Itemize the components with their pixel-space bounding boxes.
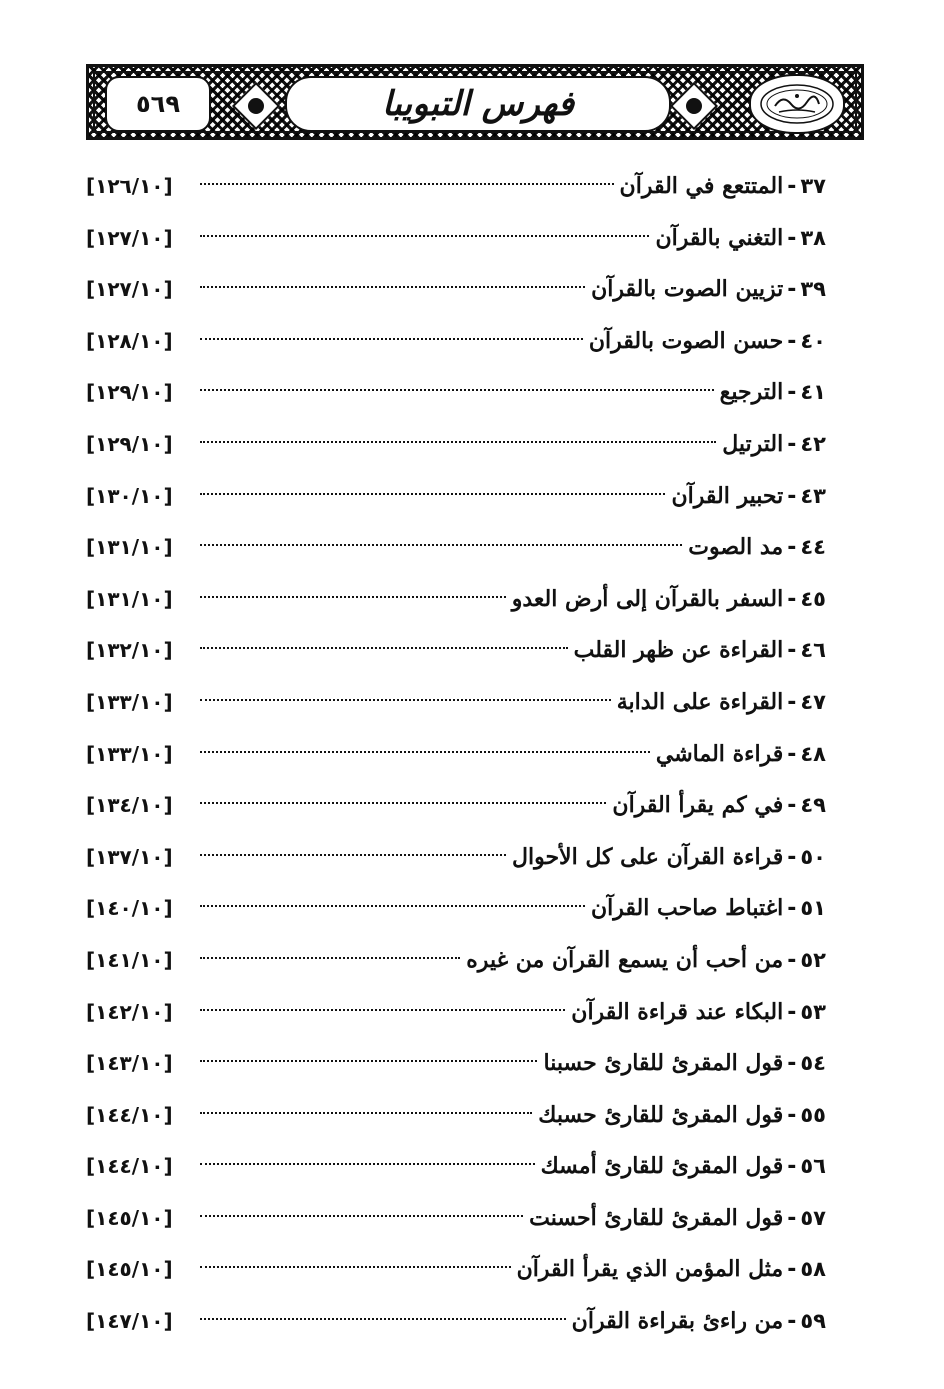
- entry-separator: -: [787, 1102, 797, 1128]
- index-entry: [86, 1299, 826, 1351]
- entry-title: قول المقرئ للقارئ حسبك: [538, 1101, 784, 1128]
- entry-number: ٤٠: [800, 328, 826, 353]
- entry-number: ٥٢: [800, 947, 826, 972]
- dot-leader: [200, 905, 585, 907]
- entry-reference: [١٤٠/١٠]: [86, 896, 173, 921]
- dot-leader: [200, 441, 716, 443]
- entry-number: ٥١: [800, 896, 826, 921]
- entry-number: ٥٠: [800, 844, 826, 869]
- index-entry: [86, 474, 826, 526]
- dot-leader: [200, 544, 682, 546]
- entry-number: ٥٦: [800, 1154, 826, 1179]
- entry-title: القراءة عن ظهر القلب: [573, 637, 784, 664]
- entry-reference: [١٣٧/١٠]: [86, 844, 173, 869]
- entry-reference: [١٣٣/١٠]: [86, 741, 173, 766]
- entry-number: ٥٨: [800, 1257, 826, 1282]
- entry-separator: -: [787, 586, 797, 612]
- entry-number: ٥٥: [800, 1102, 826, 1127]
- entry-separator: -: [787, 431, 797, 457]
- dot-leader: [200, 1318, 566, 1320]
- dot-leader: [200, 286, 585, 288]
- index-entry: [86, 577, 826, 629]
- entry-separator: -: [787, 1051, 797, 1077]
- entry-reference: [١٤٢/١٠]: [86, 999, 173, 1024]
- page-number-frame: [105, 76, 211, 132]
- entry-separator: -: [787, 844, 797, 870]
- entry-title: قول المقرئ للقارئ حسبنا: [543, 1050, 784, 1077]
- entry-separator: -: [787, 174, 797, 199]
- dot-leader: [200, 183, 614, 185]
- index-entry: [86, 835, 826, 887]
- entry-number: ٤٧: [800, 689, 826, 714]
- entry-number: ٥٤: [800, 1051, 826, 1076]
- dot-leader: [200, 235, 649, 237]
- entry-separator: -: [787, 896, 797, 922]
- dot-leader: [200, 493, 665, 495]
- entry-title: الترتيل: [722, 430, 784, 457]
- entry-reference: [١٤٥/١٠]: [86, 1205, 173, 1230]
- entry-title: من أحب أن يسمع القرآن من غيره: [466, 946, 784, 973]
- entry-number: ٤٣: [800, 483, 826, 508]
- index-entry: [86, 1041, 826, 1093]
- entry-reference: [١٤١/١٠]: [86, 947, 173, 972]
- index-list: [86, 164, 826, 1351]
- entry-title: البكاء عند قراءة القرآن: [571, 998, 784, 1025]
- entry-reference: [١٤٧/١٠]: [86, 1309, 173, 1334]
- entry-number: ٤٢: [800, 431, 826, 456]
- entry-number: ٤٦: [800, 638, 826, 663]
- dot-leader: [200, 1112, 532, 1114]
- entry-number: ٥٧: [800, 1205, 826, 1230]
- entry-separator: -: [787, 1154, 797, 1180]
- entry-separator: -: [787, 689, 797, 715]
- index-entry: [86, 628, 826, 680]
- entry-separator: -: [787, 793, 797, 819]
- page-header: [86, 64, 864, 140]
- entry-title: قول المقرئ للقارئ أحسنت: [529, 1204, 784, 1231]
- entry-reference: [١٤٤/١٠]: [86, 1154, 173, 1179]
- entry-title: قول المقرئ للقارئ أمسك: [540, 1153, 784, 1180]
- dot-leader: [200, 1215, 523, 1217]
- entry-reference: [١٢٧/١٠]: [86, 277, 173, 302]
- entry-separator: -: [787, 638, 797, 664]
- entry-number: ٣٩: [800, 277, 826, 302]
- entry-reference: [١٤٥/١٠]: [86, 1257, 173, 1282]
- index-entry: [86, 525, 826, 577]
- dot-leader: [200, 699, 611, 701]
- dot-leader: [200, 802, 606, 804]
- entry-title: القراءة على الدابة: [616, 688, 784, 715]
- entry-reference: [١٢٨/١٠]: [86, 328, 173, 353]
- entry-number: ٥٣: [800, 999, 826, 1024]
- entry-title: اغتباط صاحب القرآن: [591, 895, 784, 922]
- entry-reference: [١٣٣/١٠]: [86, 689, 173, 714]
- index-entry: [86, 938, 826, 990]
- dot-leader: [200, 1163, 535, 1165]
- entry-title: الترجيع: [719, 379, 784, 406]
- index-entry: [86, 783, 826, 835]
- dot-leader: [200, 1060, 537, 1062]
- entry-title: تزيين الصوت بالقرآن: [591, 276, 784, 303]
- entry-separator: -: [787, 947, 797, 973]
- entry-reference: [١٢٩/١٠]: [86, 380, 173, 405]
- index-entry: [86, 990, 826, 1042]
- book-logo-ornament: [757, 82, 837, 126]
- index-entry: [86, 164, 826, 216]
- entry-title: التغني بالقرآن: [655, 224, 784, 251]
- index-entry: [86, 370, 826, 422]
- dot-leader: [200, 647, 568, 649]
- entry-number: ٤٥: [800, 586, 826, 611]
- index-entry: [86, 732, 826, 784]
- index-entry: [86, 216, 826, 268]
- dot-leader: [200, 338, 583, 340]
- entry-number: ٤١: [800, 380, 826, 405]
- page-title: فهرس التبويبا: [382, 84, 574, 124]
- entry-title: من راءئ بقراءة القرآن: [571, 1308, 784, 1335]
- dot-leader: [200, 596, 506, 598]
- entry-reference: [١٤٣/١٠]: [86, 1051, 173, 1076]
- entry-number: ٣٧: [800, 174, 826, 198]
- entry-title: تحبير القرآن: [671, 482, 784, 509]
- index-entry: [86, 1144, 826, 1196]
- header-title-frame: [285, 76, 671, 132]
- entry-separator: -: [787, 741, 797, 767]
- entry-title: في كم يقرأ القرآن: [612, 792, 784, 819]
- entry-reference: [١٣٢/١٠]: [86, 638, 173, 663]
- entry-number: ٤٨: [800, 741, 826, 766]
- dot-leader: [200, 389, 714, 391]
- index-entry: [86, 1196, 826, 1248]
- entry-number: ٤٤: [800, 535, 826, 560]
- entry-reference: [١٣٠/١٠]: [86, 483, 173, 508]
- entry-title: حسن الصوت بالقرآن: [588, 327, 784, 354]
- entry-title: مد الصوت: [688, 534, 784, 561]
- index-entry: [86, 1093, 826, 1145]
- entry-separator: -: [787, 277, 797, 303]
- entry-separator: -: [787, 328, 797, 354]
- index-entry: [86, 886, 826, 938]
- index-entry: [86, 680, 826, 732]
- entry-reference: [١٣١/١٠]: [86, 586, 173, 611]
- index-entry: [86, 267, 826, 319]
- index-entry: [86, 422, 826, 474]
- entry-reference: [١٢٧/١٠]: [86, 225, 173, 250]
- entry-title: قراءة القرآن على كل الأحوال: [511, 843, 784, 870]
- dot-leader: [200, 1266, 511, 1268]
- dot-leader: [200, 1009, 565, 1011]
- index-entry: [86, 1247, 826, 1299]
- entry-separator: -: [787, 483, 797, 509]
- entry-separator: -: [787, 535, 797, 561]
- header-ornament-icon: [232, 82, 280, 130]
- header-ornament-icon: [670, 82, 718, 130]
- entry-number: ٣٨: [800, 225, 826, 250]
- dot-leader: [200, 957, 460, 959]
- entry-reference: [١٣١/١٠]: [86, 535, 173, 560]
- entry-separator: -: [787, 1205, 797, 1231]
- entry-separator: -: [787, 999, 797, 1025]
- entry-separator: -: [787, 380, 797, 406]
- entry-title: المتتعع في القرآن: [619, 173, 784, 199]
- entry-reference: [١٢٩/١٠]: [86, 431, 173, 456]
- entry-number: ٤٩: [800, 793, 826, 818]
- entry-number: ٥٩: [800, 1309, 826, 1334]
- entry-separator: -: [787, 1257, 797, 1283]
- entry-title: مثل المؤمن الذي يقرأ القرآن: [516, 1256, 784, 1283]
- entry-reference: [١٤٤/١٠]: [86, 1102, 173, 1127]
- index-entry: [86, 319, 826, 371]
- book-logo-icon: [749, 74, 845, 134]
- entry-reference: [١٢٦/١٠]: [86, 174, 173, 198]
- dot-leader: [200, 854, 506, 856]
- entry-title: السفر بالقرآن إلى أرض العدو: [511, 585, 784, 612]
- dot-leader: [200, 751, 650, 753]
- entry-separator: -: [787, 1309, 797, 1335]
- entry-title: قراءة الماشي: [655, 740, 784, 767]
- entry-separator: -: [787, 225, 797, 251]
- entry-reference: [١٣٤/١٠]: [86, 793, 173, 818]
- page-number: ٥٦٩: [136, 90, 180, 118]
